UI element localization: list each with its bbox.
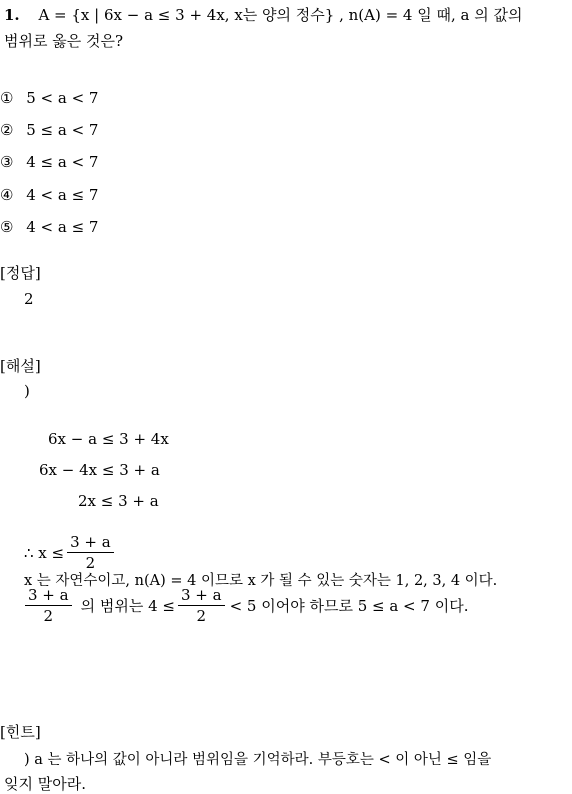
hint-line-2: 잊지 말아라.	[4, 775, 86, 793]
answer-heading: [정답]	[0, 264, 41, 282]
choice-1[interactable]	[0, 89, 98, 107]
question-line-1	[4, 4, 522, 25]
choice-marker: ②	[0, 121, 14, 139]
question-number: 1.	[4, 6, 20, 24]
equation-3: 2x ≤ 3 + a	[78, 492, 159, 510]
equation-1: 6x − a ≤ 3 + 4x	[48, 430, 169, 448]
choice-4[interactable]	[0, 186, 98, 204]
choice-2[interactable]	[0, 121, 98, 139]
hint-heading: [힌트]	[0, 723, 41, 741]
hint-line-1: ) a 는 하나의 값이 아니라 범위임을 기억하라. 부등호는 < 이 아닌 ≤ 임을	[24, 752, 492, 768]
choice-text: 4 ≤ a < 7	[26, 153, 99, 171]
question-text: A = {x | 6x − a ≤ 3 + 4x, x는 양의 정수} , n(A) = 4 일 때, a 의 값의	[38, 6, 523, 24]
choice-3[interactable]	[0, 153, 98, 171]
fraction-denominator: 2	[85, 554, 96, 572]
choice-text: 4 < a ≤ 7	[26, 218, 99, 236]
choice-marker: ⑤	[0, 218, 14, 236]
range-line	[22, 586, 468, 625]
choice-text: 5 ≤ a < 7	[26, 121, 99, 139]
fraction	[178, 586, 225, 625]
choice-marker: ③	[0, 153, 14, 171]
fraction	[25, 586, 72, 625]
fraction-numerator: 3 + a	[178, 586, 225, 606]
choice-text: 4 < a ≤ 7	[26, 186, 99, 204]
natural-number-line: x 는 자연수이고, n(A) = 4 이므로 x 가 될 수 있는 숫자는 1, 2, 3, 4 이다.	[24, 573, 498, 589]
fraction	[67, 533, 114, 572]
explanation-heading: [해설]	[0, 357, 41, 375]
choice-text: 5 < a < 7	[26, 89, 99, 107]
therefore-line	[24, 533, 117, 572]
choice-marker: ④	[0, 186, 14, 204]
choice-marker: ①	[0, 89, 14, 107]
equation-2: 6x − 4x ≤ 3 + a	[39, 461, 160, 479]
fraction-numerator: 3 + a	[25, 586, 72, 606]
therefore-prefix: ∴ x ≤	[24, 543, 65, 562]
choice-5[interactable]	[0, 218, 98, 236]
range-text-2: < 5 이어야 하므로 5 ≤ a < 7 이다.	[229, 597, 469, 615]
explanation-lead: )	[24, 382, 30, 400]
answer-value: 2	[24, 290, 34, 308]
fraction-denominator: 2	[43, 607, 54, 625]
question-line-2: 범위로 옳은 것은?	[4, 32, 124, 50]
range-text-1: 의 범위는 4 ≤	[80, 597, 175, 615]
fraction-numerator: 3 + a	[67, 533, 114, 553]
fraction-denominator: 2	[196, 607, 207, 625]
